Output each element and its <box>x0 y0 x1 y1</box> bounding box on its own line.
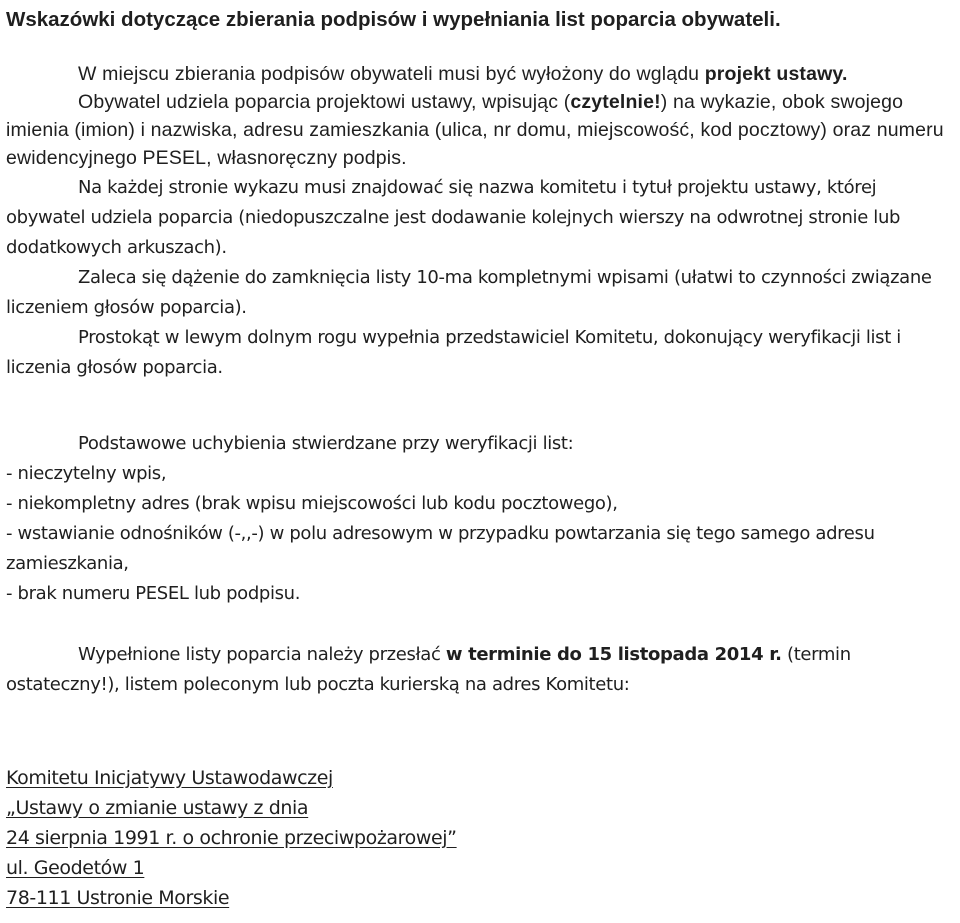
errors-list-item: - brak numeru PESEL lub podpisu. <box>6 583 301 604</box>
intro-paragraph-1 <box>6 60 958 88</box>
errors-section <box>6 429 958 609</box>
intro-bold-2: czytelnie! <box>570 91 661 113</box>
document <box>6 0 958 913</box>
errors-list-item: - nieczytelny wpis, <box>6 463 167 484</box>
errors-list-item: - wstawianie odnośników (-,,-) w polu adresowym w przypadku powtarzania się tego samego adresu zamieszkania, <box>6 523 875 574</box>
document-title: Wskazówki dotyczące zbierania podpisów i wypełniania list poparcia obywateli. <box>6 8 781 31</box>
rule-paragraph: Zaleca się dążenie do zamknięcia listy 10-ma kompletnymi wpisami (ułatwi to czynności związane liczeniem głosów poparcia). <box>6 267 932 318</box>
deadline-bold: w terminie do 15 listopada 2014 r. <box>445 644 782 665</box>
deadline-section <box>6 640 958 700</box>
rule-paragraph: Prostokąt w lewym dolnym rogu wypełnia przedstawiciel Komitetu, dokonujący weryfikacji list i liczenia głosów poparcia. <box>6 327 901 378</box>
intro-bold-1: projekt ustawy. <box>704 63 848 85</box>
committee-address <box>6 763 958 913</box>
errors-heading: Podstawowe uchybienia stwierdzane przy weryfikacji list: <box>78 433 574 454</box>
intro-paragraph-2 <box>6 88 958 172</box>
deadline-text-1: Wypełnione listy poparcia należy przesłać <box>78 644 446 665</box>
address-line-committee: Komitetu Inicjatywy Ustawodawczej <box>6 767 333 789</box>
deadline-paragraph <box>6 640 958 700</box>
rules-section <box>6 173 958 383</box>
intro-text-1: W miejscu zbierania podpisów obywateli musi być wyłożony do wglądu <box>78 63 705 85</box>
address-line-law-date: 24 sierpnia 1991 r. o ochronie przeciwpożarowej” <box>6 827 457 849</box>
address-line-law-title: „Ustawy o zmianie ustawy z dnia <box>6 797 309 819</box>
address-line-street: ul. Geodetów 1 <box>6 857 145 879</box>
address-line-city: 78-111 Ustronie Morskie <box>6 887 230 909</box>
deadline-text-2: (termin ostateczny!), listem poleconym lub poczta kurierską na adres Komitetu: <box>6 644 851 695</box>
intro-text-2a: Obywatel udziela poparcia projektowi ustawy, wpisując ( <box>78 91 571 113</box>
errors-list-item: - niekompletny adres (brak wpisu miejscowości lub kodu pocztowego), <box>6 493 618 514</box>
intro-text-2b: ) na wykazie, obok swojego imienia (imion) i nazwiska, adresu zamieszkania (ulica, nr domu, miejscowość, kod pocztowy) oraz numeru ewidencyjnego PESEL, własnoręczny podpis. <box>6 91 944 169</box>
intro-section <box>6 60 958 172</box>
rule-paragraph: Na każdej stronie wykazu musi znajdować się nazwa komitetu i tytuł projektu ustawy, której obywatel udziela poparcia (niedopuszczalne jest dodawanie kolejnych wierszy na odwrotnej stronie lub dodatkowych arkuszach). <box>6 177 901 258</box>
